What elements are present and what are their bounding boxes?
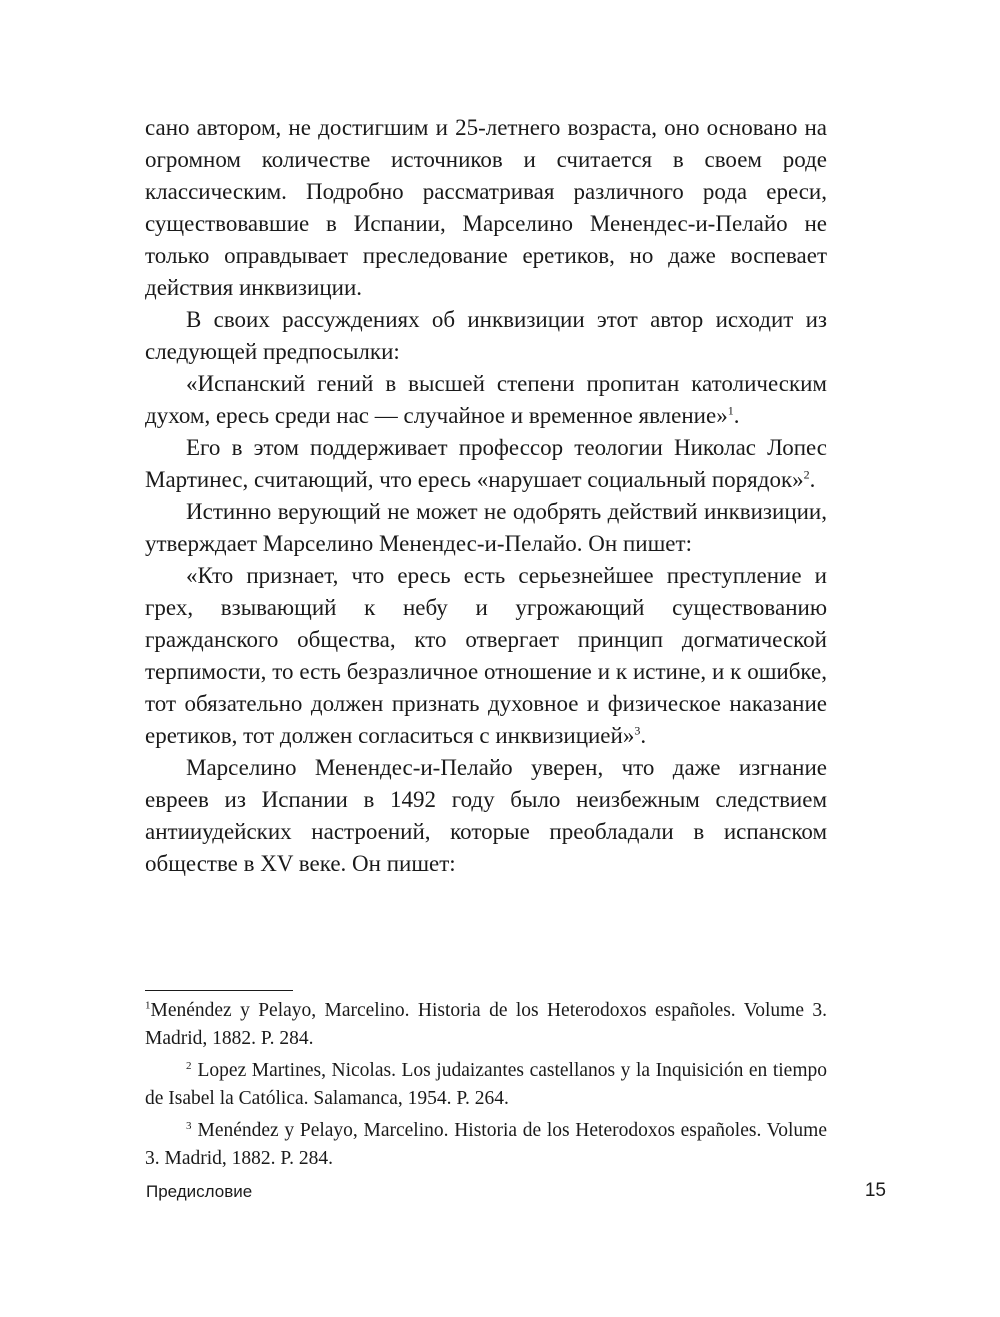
quote-2: «Кто признает, что ересь есть серьезнейшее преступление и грех, взывающий к небу и угрожающий существованию гражданского общества, кто отвергает принцип догматической терпимости, то есть безразличное отношение и к истине, и к ошибке, тот обязательно должен признать духовное и физическое наказание еретиков, тот должен согласиться с инквизицией»$^3$. bbox=[145, 563, 827, 748]
footnote-number: 3 bbox=[186, 1119, 192, 1132]
page-number: 15 bbox=[864, 1180, 886, 1201]
paragraph-1: сано автором, не достигшим и 25-летнего возраста, оно основано на огромном количестве источников и считается в своем роде классическим. Подробно рассматривая различного рода ереси, существовавшие в Испании, Марселино Менендес-и-Пелайо не только оправдывает преследование еретиков, но даже воспевает действия инквизиции. bbox=[145, 115, 827, 300]
footnote-ref-2: 2 bbox=[803, 467, 810, 482]
paragraph-4: Истинно верующий не может не одобрять действий инквизиции, утверждает Марселино Менендес-и-Пелайо. Он пишет: bbox=[145, 499, 827, 556]
footnote-ref-3: 3 bbox=[634, 723, 641, 738]
running-footer-section: Предисловие bbox=[146, 1182, 253, 1201]
footnote-divider bbox=[145, 990, 293, 991]
footnote-number: 1 bbox=[145, 999, 151, 1012]
footnotes bbox=[145, 997, 827, 1177]
paragraph-2: В своих рассуждениях об инквизиции этот автор исходит из следующей предпосылки: bbox=[145, 307, 827, 364]
quote-1: «Испанский гений в высшей степени пропитан католическим духом, ересь среди нас — случайное и временное явление»$^1$. bbox=[145, 371, 827, 428]
footnote-3: $^3$ Menéndez y Pelayo, Marcelino. Historia de los Heterodoxos españoles. Volume 3. Madrid, 1882. P. 284. bbox=[145, 1119, 827, 1169]
footnote-1: $^1$Menéndez y Pelayo, Marcelino. Historia de los Heterodoxos españoles. Volume 3. Madrid, 1882. P. 284. bbox=[145, 999, 827, 1049]
footnote-2: $^2$ Lopez Martines, Nicolas. Los judaizantes castellanos y la Inquisición en tiempo de Isabel la Católica. Salamanca, 1954. P. 264. bbox=[145, 1059, 827, 1109]
footnote-number: 2 bbox=[186, 1059, 192, 1072]
footnote-ref-1: 1 bbox=[727, 403, 734, 418]
paragraph-3: Его в этом поддерживает профессор теологии Николас Лопес Мартинес, считающий, что ересь «нарушает социальный порядок»$^2$. bbox=[145, 435, 827, 492]
main-text bbox=[145, 112, 827, 880]
paragraph-5: Марселино Менендес-и-Пелайо уверен, что даже изгнание евреев из Испании в 1492 году было неизбежным следствием антииудейских настроений, которые преобладали в испанском обществе в XV веке. Он пишет: bbox=[145, 755, 827, 876]
